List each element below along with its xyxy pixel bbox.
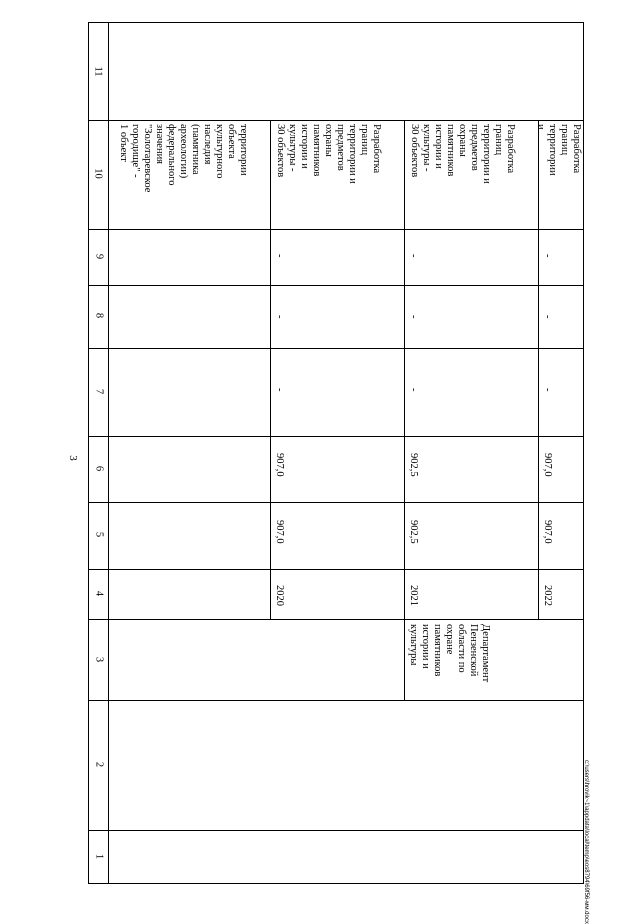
row-2022-col9: - bbox=[542, 254, 553, 258]
row-2021-col5: 902,5 bbox=[408, 520, 419, 544]
table-border-left bbox=[88, 22, 89, 884]
row-2020-col5: 907,0 bbox=[274, 520, 285, 544]
col-boundary-6-5 bbox=[88, 502, 584, 503]
row-2022-col6: 907,0 bbox=[542, 453, 553, 477]
col-boundary-9-8 bbox=[88, 285, 584, 286]
row-2022-col7: - bbox=[542, 388, 553, 392]
header-col-2: 2 bbox=[93, 761, 105, 768]
header-col-7: 7 bbox=[93, 388, 105, 395]
col-boundary-11-10 bbox=[88, 120, 584, 121]
col-boundary-8-7 bbox=[88, 348, 584, 349]
page-number: 3 bbox=[66, 455, 79, 461]
row-boundary-col3-start bbox=[404, 620, 405, 701]
table-border-top bbox=[88, 22, 584, 23]
row-2021-col3-department: Департамент Пензенской области по охране памятников истории и культуры bbox=[408, 624, 491, 683]
table-border-right bbox=[583, 22, 584, 884]
row-2021-col10: Разработка границ территории и предметов охраны памятников истории и культуры - 30 объектов bbox=[409, 124, 516, 184]
row-boundary-2021-2022 bbox=[538, 120, 539, 620]
file-path-footer: c:\users\hrovik~1\appdata\local\temp\eos8794\69f56-мм.docx bbox=[583, 760, 589, 924]
row-boundary-a-2020 bbox=[270, 120, 271, 620]
header-col-8: 8 bbox=[93, 312, 105, 319]
col-boundary-2-1 bbox=[88, 830, 584, 831]
header-col-10: 10 bbox=[92, 168, 104, 179]
row-2020-col8: - bbox=[274, 315, 285, 319]
data-table bbox=[88, 22, 584, 884]
row-2022-col5: 907,0 bbox=[542, 520, 553, 544]
row-2020-col6: 907,0 bbox=[274, 453, 285, 477]
row-2021-col8: - bbox=[408, 315, 419, 319]
col-boundary-3-2 bbox=[88, 700, 584, 701]
row-2021-col7: - bbox=[408, 388, 419, 392]
col-boundary-10-9 bbox=[88, 229, 584, 230]
col-boundary-7-6 bbox=[88, 436, 584, 437]
header-col-5: 5 bbox=[93, 531, 105, 538]
header-separator bbox=[108, 22, 109, 884]
header-col-4: 4 bbox=[93, 590, 105, 597]
row-2021-col6: 902,5 bbox=[408, 453, 419, 477]
row-2021-col9: - bbox=[408, 254, 419, 258]
header-col-1: 1 bbox=[93, 853, 105, 860]
row-2020-col9: - bbox=[274, 254, 285, 258]
row-2021-year: 2021 bbox=[408, 585, 419, 606]
header-col-6: 6 bbox=[93, 465, 105, 472]
col-boundary-4-3 bbox=[88, 619, 584, 620]
header-col-9: 9 bbox=[93, 253, 105, 260]
row-2022-year: 2022 bbox=[542, 585, 553, 606]
header-col-3: 3 bbox=[93, 656, 105, 663]
row-2020-year: 2020 bbox=[274, 585, 285, 606]
row-2022-col8: - bbox=[542, 315, 553, 319]
row-boundary-2020-2021 bbox=[404, 120, 405, 620]
col-boundary-5-4 bbox=[88, 569, 584, 570]
row-a-col10: территории объекта культурного наследия (памятника археологии) федерального значения "Золотаревское городище" - 1 объект bbox=[118, 124, 249, 193]
header-col-11: 11 bbox=[92, 66, 104, 77]
row-2020-col10: Разработка границ территории и предметов охраны памятников истории и культуры - 30 объектов bbox=[275, 124, 382, 184]
table-border-bottom bbox=[88, 883, 584, 884]
row-2022-col10: Разработка границ территории и bbox=[535, 124, 582, 176]
row-2020-col7: - bbox=[274, 388, 285, 392]
